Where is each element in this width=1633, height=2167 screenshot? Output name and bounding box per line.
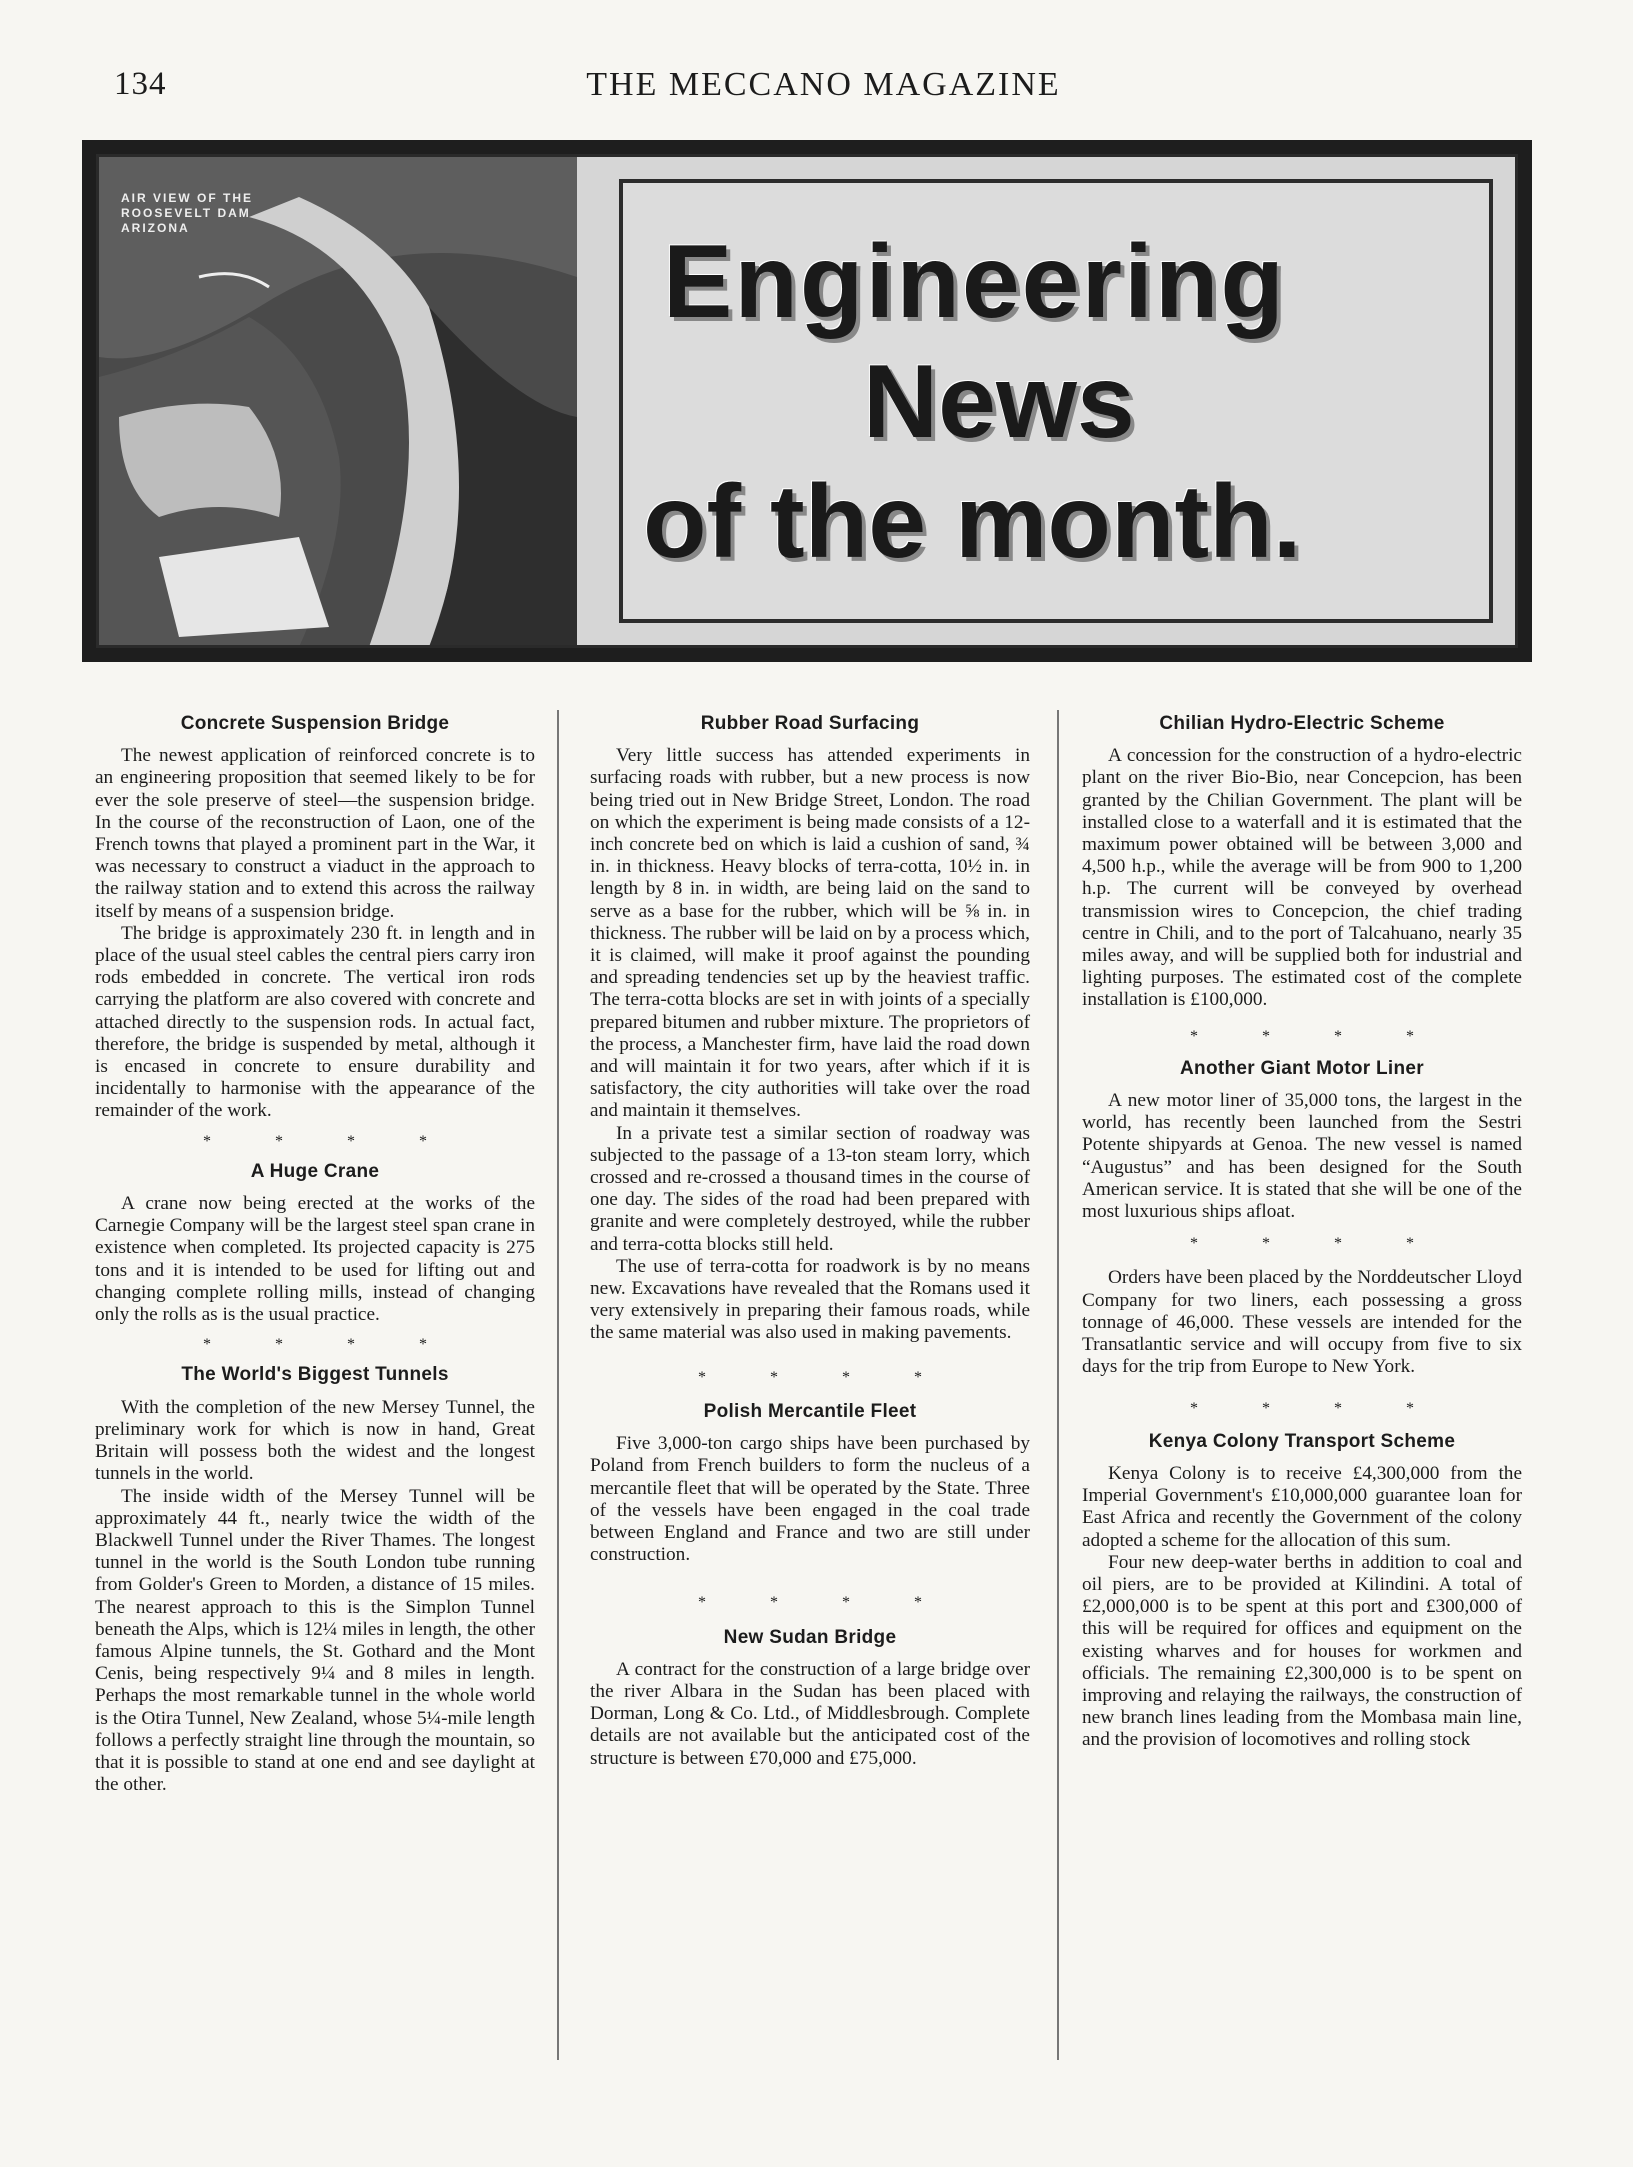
article-title: Rubber Road Surfacing — [700, 713, 920, 734]
section-separator: * * * * — [203, 1132, 457, 1150]
article-paragraph: The use of terra-cotta for roadwork is by no means new. Excavations have revealed that the Romans used it very extensively in preparing their famous roads, while the same material was also used in making pavements. — [590, 1255, 1030, 1344]
section-separator: * * * * — [1190, 1027, 1444, 1045]
article-paragraph: A contract for the construction of a large bridge over the river Albara in the Sudan has been placed with Dorman, Long & Co. Ltd., of Middlesbrough. Complete details are not available but the anticipated cost of the structure is between £70,000 and £75,000. — [590, 1658, 1030, 1769]
article-paragraph: The inside width of the Mersey Tunnel will be approximately 44 ft., nearly twice the width of the Blackwell Tunnel under the River Thames. The longest tunnel in the world is the South London tube running from Golder's Green to Morden, a distance of 15 miles. The nearest approach to this is the Simplon Tunnel beneath the Alps, which is 12¼ miles in length, the other famous Alpine tunnels, the St. Gothard and the Mont Cenis, being respectively 9¼ and 8 miles in length. Perhaps the most remarkable tunnel in the whole world is the Otira Tunnel, New Zealand, whose 5¼-mile length follows a perfectly straight line through the mountain, so that it is possible to stand at one end and see daylight at the other. — [95, 1485, 535, 1796]
dam-aerial-photo — [99, 157, 577, 645]
column-right — [1082, 705, 1522, 1752]
article-paragraph: With the completion of the new Mersey Tunnel, the preliminary work for which is now in hand, Great Britain will possess both the widest and the longest tunnels in the world. — [95, 1396, 535, 1485]
article-title: New Sudan Bridge — [723, 1626, 897, 1648]
article-paragraph: Five 3,000-ton cargo ships have been purchased by Poland from French builders to form the nucleus of a mercantile fleet that will be operated by the State. Three of the vessels have been engaged in the coal trade between England and France and two are still under construction. — [590, 1433, 1030, 1566]
article-title: Kenya Colony Transport Scheme — [1148, 1430, 1456, 1452]
article-paragraph: Orders have been placed by the Norddeutscher Lloyd Company for two liners, each possessing a gross tonnage of 46,000. These vessels are intended for the Transatlantic service and will occupy from five to six days for the trip from Europe to New York. — [1082, 1267, 1522, 1378]
banner-frame — [96, 154, 1518, 648]
article-title: Another Giant Motor Liner — [1180, 1057, 1424, 1079]
title-banner — [82, 140, 1532, 662]
article-paragraph: A new motor liner of 35,000 tons, the largest in the world, has recently been launched from the Sestri Potente shipyards at Genoa. The new vessel is named “Augustus” and has been designed for the South American service. It is stated that she will be one of the most luxurious ships afloat. — [1082, 1090, 1522, 1223]
photo-caption: AIR VIEW OF THE ROOSEVELT DAM ARIZONA — [121, 191, 253, 235]
article-title: A Huge Crane — [250, 1160, 380, 1182]
headline-line-1: Engineering — [663, 224, 1286, 340]
article-title: Polish Mercantile Fleet — [703, 1400, 917, 1422]
headline-panel — [619, 179, 1493, 623]
headline-line-3: of the month. — [643, 464, 1302, 580]
headline-line-2: News — [863, 344, 1135, 460]
article-paragraph: A concession for the construction of a hydro-electric plant on the river Bio-Bio, near Concepcion, has been granted by the Chilian Government. The plant will be installed close to a waterfall and it is estimated that the maximum power obtained will be between 3,000 and 4,500 h.p., while the average will be from 900 to 1,200 h.p. The current will be conveyed by overhead transmission wires to Concepcion, the chief trading centre in Chili, and to the port of Talcahuano, nearly 35 miles away, and will be supplied both for industrial and lighting purposes. The estimated cost of the complete installation is £100,000. — [1082, 745, 1522, 1011]
column-left — [95, 705, 535, 1796]
page-header — [0, 66, 1633, 114]
magazine-title: THE MECCANO MAGAZINE — [586, 66, 1061, 103]
section-separator: * * * * — [698, 1368, 952, 1386]
section-separator: * * * * — [698, 1594, 952, 1612]
article-paragraph: Very little success has attended experiments in surfacing roads with rubber, but a new process is now being tried out in New Bridge Street, London. The road on which the experiment is being made consists of a 12-inch concrete bed on which is laid a cushion of sand, ¾ in. in thickness. Heavy blocks of terra-cotta, 10½ in. in length by 8 in. in width, are being laid on the sand to serve as a base for the rubber, which will be ⅝ in. in thickness. The rubber will be laid on by a process which, it is claimed, will make it proof against the pounding and spreading tendencies set up by the heaviest traffic. The terra-cotta blocks are set in with joints of a specially prepared bitumen and rubber mixture. The proprietors of the process, a Manchester firm, have laid the road down and will maintain it for two years, after which if it is satisfactory, the city authorities will take over the road and maintain it themselves. — [590, 745, 1030, 1122]
column-middle — [590, 705, 1030, 1770]
section-separator: * * * * — [1190, 1235, 1444, 1253]
article-title: Concrete Suspension Bridge — [180, 713, 450, 734]
section-separator: * * * * — [1190, 1400, 1444, 1418]
column-divider — [1057, 710, 1059, 2060]
column-divider — [557, 710, 559, 2060]
article-paragraph: A crane now being erected at the works of the Carnegie Company will be the largest steel span crane in existence when completed. Its projected capacity is 275 tons and it is intended to be used for lifting out and changing complete rolling mills, instead of changing only the rolls as is the usual practice. — [95, 1193, 535, 1326]
article-title: Chilian Hydro-Electric Scheme — [1159, 713, 1445, 734]
section-separator: * * * * — [203, 1336, 457, 1354]
article-paragraph: In a private test a similar section of roadway was subjected to the passage of a 13-ton steam lorry, which crossed and re-crossed a thousand times in the course of one day. The sides of the road had been prepared with granite and were completely destroyed, while the rubber and terra-cotta blocks still held. — [590, 1122, 1030, 1255]
article-paragraph: The newest application of reinforced concrete is to an engineering proposition that seemed likely to be for ever the sole preserve of steel—the suspension bridge. In the course of the reconstruction of Laon, one of the French towns that played a prominent part in the War, it was necessary to construct a viaduct in the approach to the railway station and to extend this across the railway itself by means of a suspension bridge. — [95, 745, 535, 922]
page-number: 134 — [114, 66, 167, 102]
article-paragraph: Kenya Colony is to receive £4,300,000 from the Imperial Government's £10,000,000 guarantee loan for East Africa and recently the Government of the colony adopted a scheme for the allocation of this sum. — [1082, 1462, 1522, 1551]
article-paragraph: The bridge is approximately 230 ft. in length and in place of the usual steel cables the central piers carry iron rods embedded in concrete. The vertical iron rods carrying the platform are also covered with concrete and attached directly to the suspension rods. In actual fact, therefore, the bridge is suspended by metal, although it is encased in concrete to ensure durability and incidentally to harmonise with the appearance of the remainder of the work. — [95, 922, 535, 1122]
article-paragraph: Four new deep-water berths in addition to coal and oil piers, are to be provided at Kilindini. A total of £2,000,000 is to be spent at this port and £300,000 of this will be required for offices and equipment on the existing wharves and for houses for workmen and officials. The remaining £2,300,000 is to be spent on improving and relaying the railways, the construction of new branch lines leading from the Mombasa main line, and the provision of locomotives and rolling stock — [1082, 1551, 1522, 1751]
article-title: The World's Biggest Tunnels — [181, 1364, 449, 1386]
